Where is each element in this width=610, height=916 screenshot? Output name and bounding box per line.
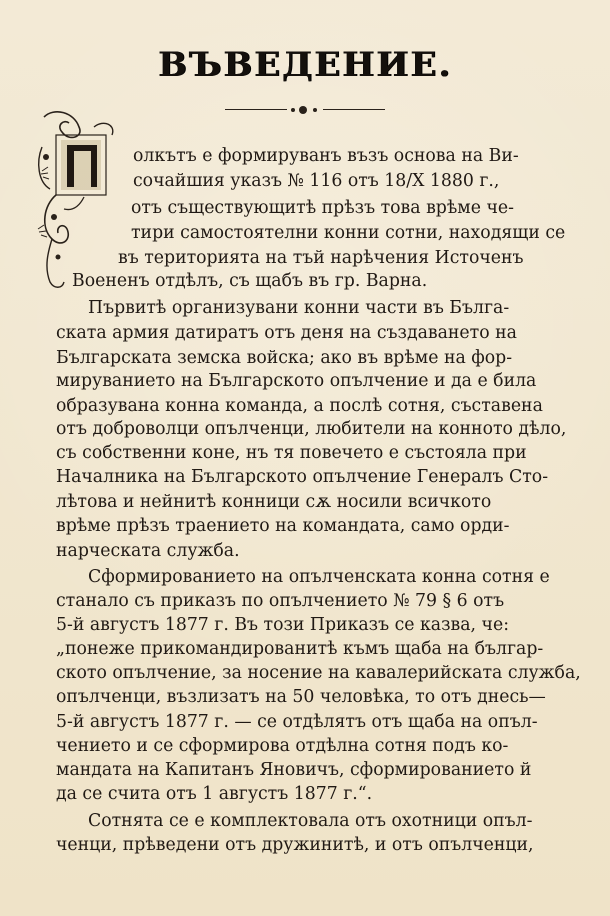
- para1-line-3: отъ съществующитѣ прѣзъ това врѣме че-: [131, 198, 514, 218]
- para2-line-1: Първитѣ организувани конни части въ Бълга-: [88, 298, 510, 318]
- para2-line-10: врѣме прѣзъ траението на командата, само орди-: [56, 516, 510, 536]
- para1-line-4: тири самостоятелни конни сотни, находящи се: [131, 223, 566, 243]
- para3-line-5: ското опълчение, за носение на кавалерийската служба,: [56, 663, 581, 683]
- para2-line-6: отъ доброволци опълченци, любители на конното дѣло,: [56, 419, 567, 439]
- title-divider: [225, 104, 385, 116]
- para3-line-2: станало съ приказъ по опълчението № 79 § 6 отъ: [56, 591, 505, 611]
- divider-dot-right: [313, 108, 317, 112]
- divider-dot-center: [299, 106, 307, 114]
- para1-line-5: въ територията на тъй нарѣчения Источенъ: [118, 248, 524, 268]
- divider-dot-left: [291, 108, 295, 112]
- para3-line-6: опълченци, възлизатъ на 50 человѣка, то отъ днесь—: [56, 687, 546, 707]
- para1-line-1: олкътъ е формируванъ възъ основа на Ви-: [133, 146, 519, 166]
- para1-line-6: Воененъ отдѣлъ, съ щабъ въ гр. Варна.: [72, 271, 428, 291]
- page-title: ВЪВЕДЕНИЕ.: [157, 45, 453, 85]
- para3-line-4: „понеже прикомандированитѣ къмъ щаба на българ-: [56, 639, 544, 659]
- para3-line-9: мандата на Капитанъ Яновичъ, сформированието й: [56, 760, 532, 780]
- para2-line-7: съ собственни коне, нъ тя повечето е състояла при: [56, 443, 527, 463]
- para2-line-11: нарческата служба.: [56, 541, 240, 561]
- para2-line-8: Началника на Българското опълчение Генералъ Сто-: [56, 467, 549, 487]
- para4-line-2: ченци, прѣведени отъ дружинитѣ, и отъ опълченци,: [56, 835, 534, 855]
- divider-line-right: [323, 109, 385, 110]
- para3-line-3: 5-й августъ 1877 г. Въ този Приказъ се казва, че:: [56, 615, 510, 635]
- para3-line-1: Сформированието на опълченската конна сотня е: [88, 567, 550, 587]
- para2-line-2: ската армия датиратъ отъ деня на създаването на: [56, 323, 517, 343]
- para2-line-5: образувана конна команда, а послѣ сотня, съставена: [56, 396, 543, 416]
- divider-line-left: [225, 109, 287, 110]
- para3-line-8: чението и се сформирова отдѣлна сотня подъ ко-: [56, 736, 509, 756]
- para3-line-7: 5-й августъ 1877 г. — се отдѣлятъ отъ щаба на опъл-: [56, 712, 538, 732]
- para2-line-4: мируванието на Българското опълчение и да е била: [56, 371, 537, 391]
- para3-line-10: да се счита отъ 1 августъ 1877 г.“.: [56, 784, 373, 804]
- para2-line-3: Българската земска войска; ако въ врѣме на фор-: [56, 348, 513, 368]
- para4-line-1: Сотнята се е комплектовала отъ охотници опъл-: [88, 811, 533, 831]
- para1-line-2: сочайшия указъ № 116 отъ 18/Х 1880 г.,: [133, 171, 500, 191]
- para2-line-9: лѣтова и нейнитѣ конници сѫ носили всичкото: [56, 492, 492, 512]
